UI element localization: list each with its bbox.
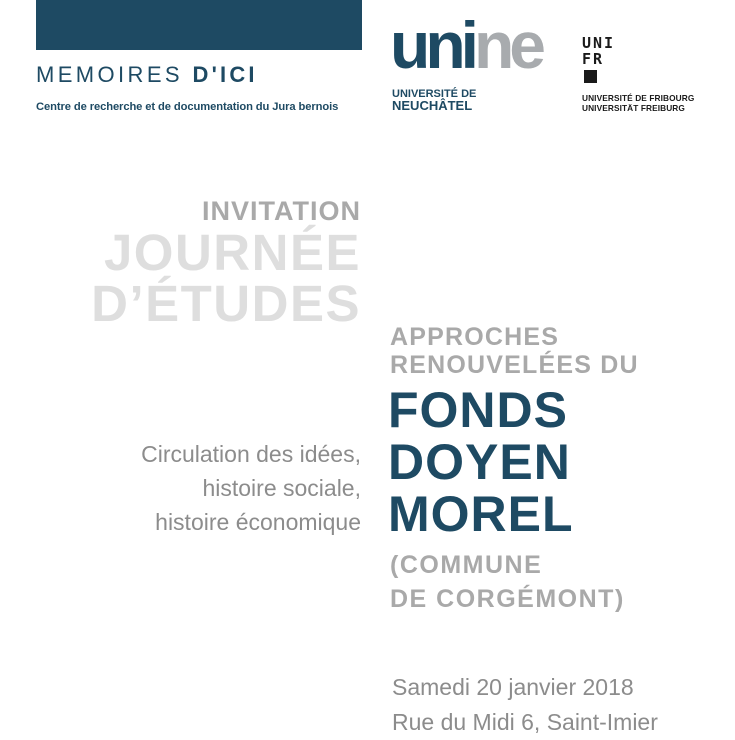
unifr-logo-line2: UNIVERSITÄT FREIBURG bbox=[582, 103, 685, 113]
headline-kicker-line1: APPROCHES bbox=[390, 323, 560, 351]
event-address: Rue du Midi 6, Saint-Imier bbox=[392, 709, 658, 735]
event-date: Samedi 20 janvier 2018 bbox=[392, 674, 634, 700]
event-type-line2: D’ÉTUDES bbox=[91, 275, 361, 332]
headline-subtitle-line1: (COMMUNE bbox=[390, 551, 543, 579]
unifr-logo-mark-line1: UNI bbox=[582, 34, 616, 52]
headline-main bbox=[388, 384, 574, 540]
theme-item: histoire sociale, bbox=[202, 475, 361, 501]
headline-kicker bbox=[390, 323, 639, 379]
headline-subtitle-line2: DE CORGÉMONT) bbox=[390, 585, 625, 613]
unifr-logo-line1: UNIVERSITÉ DE FRIBOURG bbox=[582, 93, 695, 103]
memoires-logo-subtitle: Centre de recherche et de documentation du Jura bernois bbox=[36, 101, 339, 113]
invitation-label: INVITATION bbox=[202, 196, 361, 226]
themes-list bbox=[141, 437, 361, 539]
headline-main-line1: FONDS bbox=[388, 382, 568, 438]
memoires-logo-word-bold: D'ICI bbox=[192, 62, 258, 87]
event-details bbox=[392, 670, 658, 740]
theme-item: histoire économique bbox=[155, 509, 361, 535]
memoires-logo-bar bbox=[36, 0, 362, 50]
unifr-logo-caption bbox=[582, 93, 694, 113]
theme-item: Circulation des idées, bbox=[141, 441, 361, 467]
headline-main-line2: DOYEN bbox=[388, 434, 571, 490]
unifr-logo-mark bbox=[582, 35, 615, 67]
headline-subtitle bbox=[390, 548, 625, 616]
unine-logo-wordmark bbox=[390, 10, 541, 80]
unifr-logo-mark-line2: FR bbox=[582, 50, 605, 68]
memoires-logo-title bbox=[36, 63, 258, 87]
unine-logo-line1: UNIVERSITÉ DE bbox=[392, 88, 477, 100]
unine-logo-caption bbox=[392, 88, 476, 112]
unine-logo-ne: ne bbox=[473, 8, 541, 82]
event-type-line1: JOURNÉE bbox=[103, 224, 361, 281]
unine-logo-line2: NEUCHÂTEL bbox=[392, 98, 473, 113]
memoires-logo-word: MEMOIRES bbox=[36, 62, 183, 87]
unine-logo-uni: uni bbox=[390, 8, 474, 82]
headline-main-line3: MOREL bbox=[388, 486, 574, 542]
headline-kicker-line2: RENOUVELÉES DU bbox=[390, 351, 639, 379]
unifr-logo-square bbox=[584, 70, 597, 83]
event-type-title bbox=[91, 224, 361, 332]
